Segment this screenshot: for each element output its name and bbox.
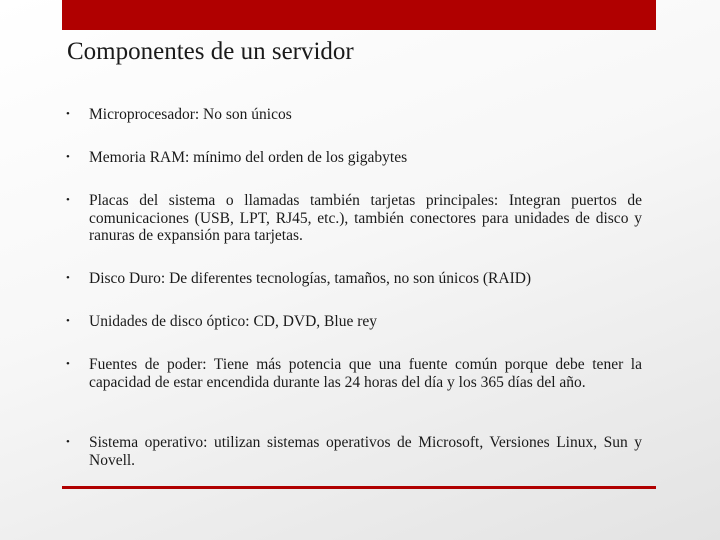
bullet-marker: •: [66, 151, 70, 163]
bullet-item-disco-duro: [66, 270, 642, 288]
bullet-marker: •: [66, 272, 70, 284]
bullet-item-microprocesador: [66, 106, 642, 124]
bullet-marker: •: [66, 194, 70, 206]
bullet-item-sistema-operativo: [66, 434, 642, 469]
bullet-text: Placas del sistema o llamadas también tarjetas principales: Integran puertos de comunicaciones (USB, LPT, RJ45, etc.), también conectores para unidades de disco y ranuras de expansión para tarjetas.: [89, 192, 642, 244]
bottom-accent-line: [62, 486, 656, 489]
bullet-marker: •: [66, 436, 70, 448]
bullet-text: Fuentes de poder: Tiene más potencia que una fuente común porque debe tener la capacidad de estar encendida durante las 24 horas del día y los 365 días del año.: [89, 356, 642, 391]
bullet-item-unidades-optico: [66, 313, 642, 331]
bullet-text: Sistema operativo: utilizan sistemas operativos de Microsoft, Versiones Linux, Sun y Novell.: [89, 434, 642, 469]
bullet-text: Disco Duro: De diferentes tecnologías, tamaños, no son únicos (RAID): [89, 270, 532, 287]
bullet-item-fuentes-de-poder: [66, 356, 642, 391]
bullet-marker: •: [66, 315, 70, 327]
bullet-text: Microprocesador: No son únicos: [89, 106, 292, 123]
bullet-marker: •: [66, 358, 70, 370]
top-accent-bar: [62, 0, 656, 30]
bullet-marker: •: [66, 108, 70, 120]
bullet-item-placas-del-sistema: [66, 192, 642, 245]
slide-title: Componentes de un servidor: [67, 38, 354, 65]
bullet-text: Memoria RAM: mínimo del orden de los gigabytes: [89, 149, 408, 166]
bullet-item-memoria-ram: [66, 149, 642, 167]
bullet-text: Unidades de disco óptico: CD, DVD, Blue rey: [89, 313, 377, 330]
